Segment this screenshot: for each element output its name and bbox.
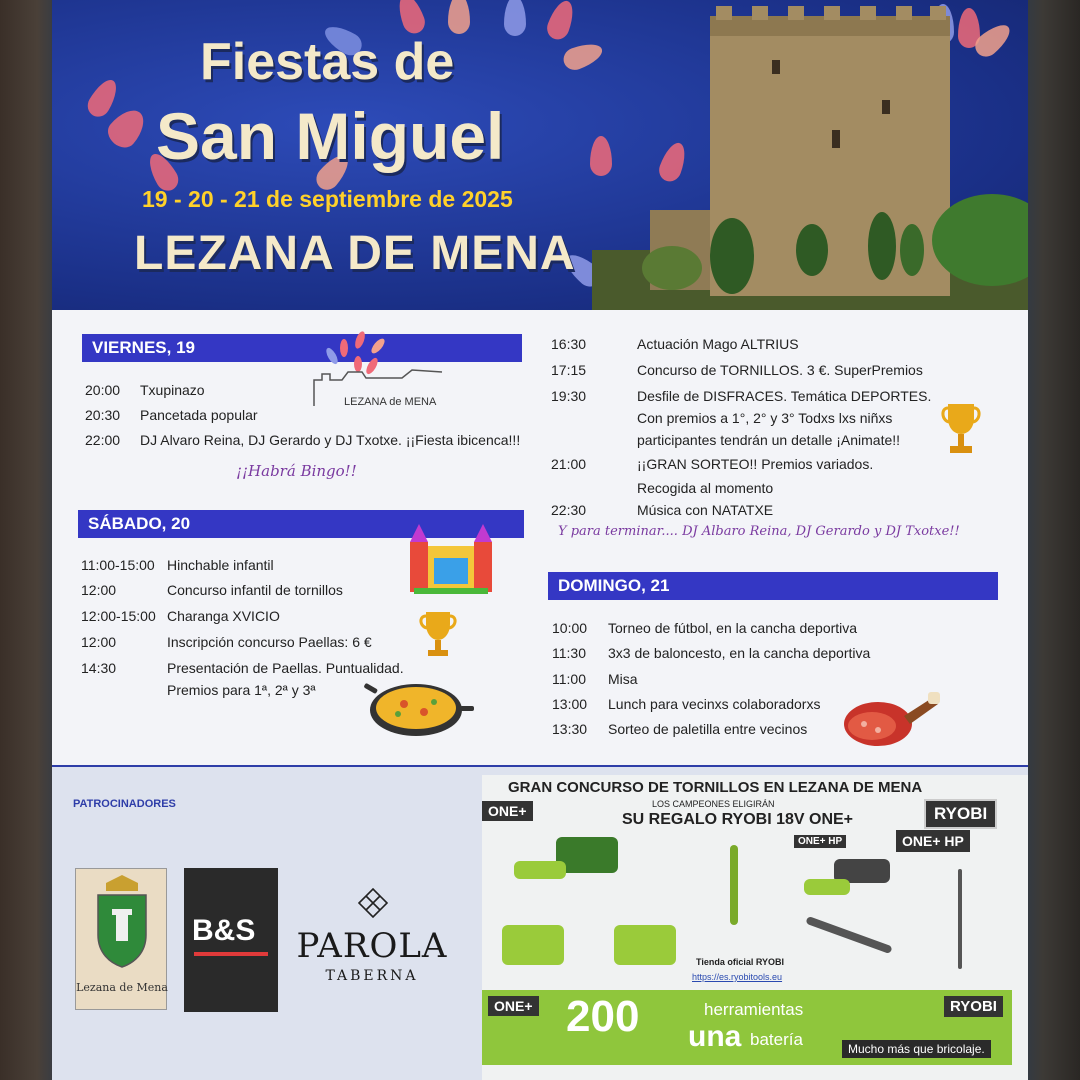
bs-logo-stripe bbox=[194, 952, 268, 956]
lezana-coat-of-arms-logo bbox=[75, 868, 167, 1010]
event-text: Presentación de Paellas. Puntualidad. bbox=[167, 660, 404, 676]
ryobi-sub-small: LOS CAMPEONES ELIGIRÁN bbox=[652, 799, 775, 809]
closing-note: Y para terminar.... DJ Albaro Reina, DJ Gerardo y DJ Txotxe!! bbox=[558, 524, 960, 539]
banner-tools-text: herramientas bbox=[704, 1000, 804, 1019]
parola-emblem-icon bbox=[358, 888, 388, 918]
event-time: 20:30 bbox=[85, 407, 121, 423]
event-time: 11:30 bbox=[552, 645, 586, 661]
banner-one-plus: ONE+ bbox=[488, 996, 539, 1016]
banner-bateria-text: batería bbox=[750, 1030, 803, 1049]
event-time: 21:00 bbox=[551, 456, 587, 472]
day-header-friday: VIERNES, 19 bbox=[82, 334, 522, 362]
event-time: 22:30 bbox=[551, 502, 587, 518]
bs-logo bbox=[184, 868, 278, 1012]
tool-grinder-icon bbox=[514, 861, 566, 879]
event-text: Sorteo de paletilla entre vecinos bbox=[608, 721, 808, 737]
bs-logo-text: B&S bbox=[192, 914, 256, 947]
parola-name: PAROLA bbox=[296, 926, 448, 966]
event-text: DJ Alvaro Reina, DJ Gerardo y DJ Txotxe. ¡¡Fiesta ibicenca!!! bbox=[140, 432, 521, 448]
event-time: 19:30 bbox=[551, 388, 587, 404]
parola-taberna-logo bbox=[292, 886, 452, 996]
trophy-icon bbox=[418, 608, 458, 662]
ryobi-200-banner bbox=[482, 990, 1012, 1065]
trophy-icon bbox=[940, 400, 982, 460]
event-text: Inscripción concurso Paellas: 6 € bbox=[167, 634, 372, 650]
petal-decoration bbox=[83, 75, 122, 121]
event-time: 17:15 bbox=[551, 362, 587, 378]
ryobi-headline: GRAN CONCURSO DE TORNILLOS EN LEZANA DE MENA bbox=[508, 779, 923, 796]
ryobi-brand-logo: RYOBI bbox=[924, 799, 997, 829]
lezana-logo-caption: Lezana de Mena bbox=[76, 981, 168, 994]
bingo-note: ¡¡Habrá Bingo!! bbox=[236, 462, 357, 480]
event-text: Torneo de fútbol, en la cancha deportiva bbox=[608, 620, 858, 636]
bouncy-castle-icon bbox=[406, 516, 496, 596]
petal-decoration bbox=[504, 0, 526, 36]
event-text: Concurso de TORNILLOS. 3 €. SuperPremios bbox=[637, 362, 923, 378]
event-text: participantes tendrán un detalle ¡Animate!! bbox=[637, 432, 901, 448]
event-text: Misa bbox=[608, 671, 638, 687]
ryobi-store-label: Tienda oficial RYOBI bbox=[696, 957, 785, 967]
parola-sub: TABERNA bbox=[325, 968, 419, 984]
lezana-logo-text: LEZANA de MENA bbox=[344, 396, 437, 408]
petal-decoration bbox=[103, 103, 152, 153]
banner-slogan: Mucho más que bricolaje. bbox=[842, 1040, 991, 1058]
one-plus-badge: ONE+ bbox=[482, 801, 533, 821]
event-text: Concurso infantil de tornillos bbox=[167, 582, 343, 598]
event-text: Txupinazo bbox=[140, 382, 205, 398]
event-text: 3x3 de baloncesto, en la cancha deportiva bbox=[608, 645, 871, 661]
event-text: Premios para 1ª, 2ª y 3ª bbox=[167, 682, 316, 698]
town-name: LEZANA DE MENA bbox=[134, 227, 576, 280]
festival-dates: 19 - 20 - 21 de septiembre de 2025 bbox=[142, 186, 513, 212]
ham-icon bbox=[842, 688, 942, 748]
event-text: Charanga XVICIO bbox=[167, 608, 280, 624]
event-time: 12:00-15:00 bbox=[81, 608, 156, 624]
ryobi-sub-big: SU REGALO RYOBI 18V ONE+ bbox=[622, 811, 854, 828]
sponsors-label: PATROCINADORES bbox=[73, 798, 176, 810]
one-hp-badge-small: ONE+ HP bbox=[794, 835, 846, 848]
tool-vacuum-icon bbox=[730, 845, 738, 925]
poster bbox=[52, 0, 1028, 1080]
tool-drill-kit-icon bbox=[502, 925, 564, 965]
event-time: 16:30 bbox=[551, 336, 587, 352]
petal-decoration bbox=[448, 0, 470, 34]
event-text: ¡¡GRAN SORTEO!! Premios variados. bbox=[637, 456, 874, 472]
banner-una-text: una bbox=[688, 1020, 742, 1053]
petal-decoration bbox=[544, 0, 578, 43]
event-time: 11:00-15:00 bbox=[81, 557, 155, 573]
lezana-outline-logo bbox=[302, 330, 452, 410]
tool-drill-kit-icon-2 bbox=[614, 925, 676, 965]
event-time: 13:00 bbox=[552, 696, 588, 712]
day-header-saturday: SÁBADO, 20 bbox=[78, 510, 524, 538]
banner-ryobi-logo: RYOBI bbox=[944, 996, 1003, 1017]
event-text: Con premios a 1°, 2° y 3° Todxs lxs niñxs bbox=[637, 410, 893, 426]
banner-number: 200 bbox=[566, 992, 640, 1041]
tool-drill-icon bbox=[804, 879, 850, 895]
event-time: 10:00 bbox=[552, 620, 588, 636]
tool-hedge-trimmer-icon bbox=[805, 916, 892, 954]
event-text: Desfile de DISFRACES. Temática DEPORTES. bbox=[637, 388, 932, 404]
paella-pan-icon bbox=[364, 674, 474, 740]
event-text: Pancetada popular bbox=[140, 407, 258, 423]
title-line2: San Miguel bbox=[156, 99, 505, 173]
event-time: 13:30 bbox=[552, 721, 588, 737]
tool-trimmer-icon bbox=[958, 869, 962, 969]
schedule-section bbox=[52, 310, 1028, 765]
event-text: Música con NATATXE bbox=[637, 502, 774, 518]
poster-header bbox=[52, 0, 1028, 310]
event-time: 22:00 bbox=[85, 432, 121, 448]
ryobi-store-url[interactable]: https://es.ryobitools.eu bbox=[692, 972, 783, 982]
event-time: 11:00 bbox=[552, 671, 586, 687]
castle-photo bbox=[592, 0, 1028, 310]
event-time: 20:00 bbox=[85, 382, 121, 398]
event-time: 14:30 bbox=[81, 660, 117, 676]
title-line1: Fiestas de bbox=[200, 33, 455, 91]
event-time: 12:00 bbox=[81, 634, 117, 650]
event-text: Lunch para vecinxs colaboradorxs bbox=[608, 696, 821, 712]
event-text: Actuación Mago ALTRIUS bbox=[637, 336, 799, 352]
one-hp-badge: ONE+ HP bbox=[896, 830, 970, 852]
event-text: Hinchable infantil bbox=[167, 557, 274, 573]
event-text: Recogida al momento bbox=[637, 480, 774, 496]
day-header-sunday: DOMINGO, 21 bbox=[548, 572, 998, 600]
event-time: 12:00 bbox=[81, 582, 117, 598]
